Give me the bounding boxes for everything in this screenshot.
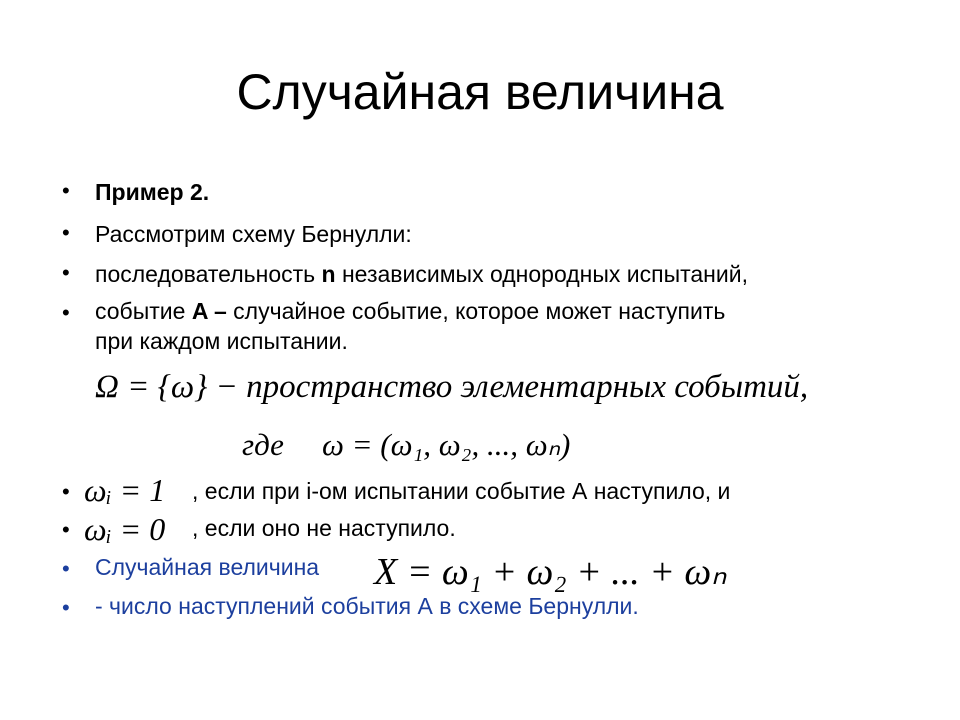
random-variable-description: - число наступлений события А в схеме Бернулли.: [95, 593, 639, 619]
omega-tuple-formula: ω = (ω₁, ω₂, ..., ωₙ): [322, 427, 571, 462]
event-text-before: событие: [95, 298, 192, 324]
event-a: A –: [191, 298, 227, 324]
trials-sequence: [95, 259, 748, 289]
where-label: где: [242, 427, 284, 462]
bullet-4: •: [62, 300, 70, 325]
slide-title: Случайная величина: [236, 64, 724, 120]
omega-zero-formula: ωᵢ = 0: [84, 511, 166, 547]
bullet-5: •: [62, 479, 70, 504]
random-variable-label: Случайная величина: [95, 554, 320, 580]
omega-zero-text: , если оно не наступило.: [192, 515, 456, 541]
trials-text-after: независимых однородных испытаний,: [335, 261, 748, 287]
x-sum-formula: X = ω₁ + ω₂ + ... + ωₙ: [374, 551, 727, 593]
event-text-after: случайное событие, которое может наступить: [226, 298, 726, 324]
bullet-1: •: [62, 178, 70, 203]
bernoulli-intro: Рассмотрим схему Бернулли:: [95, 221, 412, 247]
trials-text-before: последовательность: [95, 261, 322, 287]
example-heading: Пример 2.: [95, 179, 210, 205]
bullet-8: •: [62, 595, 70, 620]
bullet-2: •: [62, 220, 70, 245]
bullet-3: •: [62, 260, 70, 285]
bullet-6: •: [62, 517, 70, 542]
omega-one-formula: ωᵢ = 1: [84, 472, 166, 508]
bullet-7: •: [62, 556, 70, 581]
event-definition-line2: при каждом испытании.: [95, 328, 348, 354]
omega-one-text: , если при i-ом испытании событие А наступило, и: [192, 478, 731, 504]
trials-n: n: [321, 261, 336, 287]
omega-space-formula: Ω = {ω} − пространство элементарных событий,: [95, 369, 809, 405]
event-definition: [95, 296, 725, 326]
